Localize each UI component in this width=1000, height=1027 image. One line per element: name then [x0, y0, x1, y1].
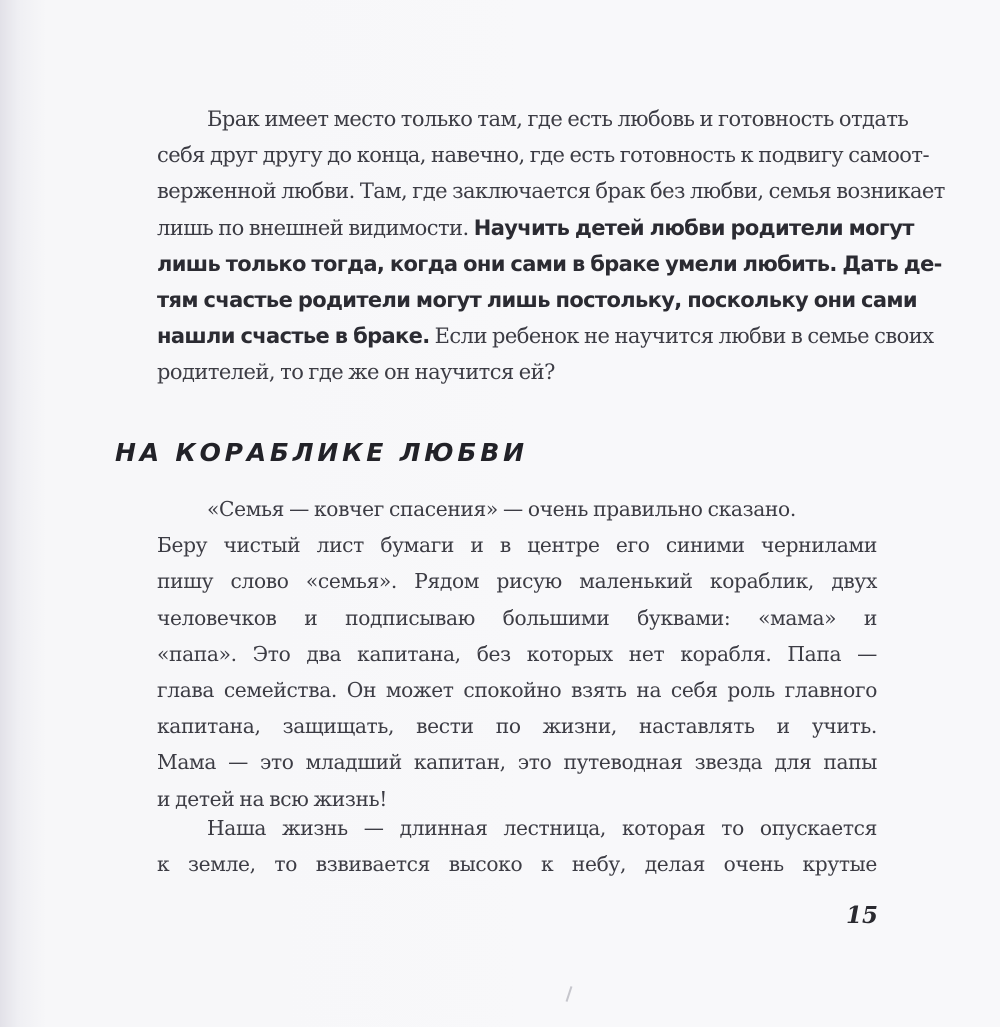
- bold-text-line: тям счастье родители могут лишь постольку, поскольку они сами: [157, 288, 917, 313]
- text-line: «Семья — ковчег спасения» — очень правильно сказано.: [207, 497, 796, 521]
- text-line: пишу слово «семья». Рядом рисую маленький кораблик, двух: [157, 569, 877, 594]
- text-line: себя друг другу до конца, навечно, где есть готовность к подвигу самоот-: [157, 143, 929, 168]
- bold-text-line: лишь только тогда, когда они сами в браке умели любить. Дать де-: [157, 251, 942, 276]
- text-line: Наша жизнь — длинная лестница, которая то опускается: [207, 816, 877, 840]
- text-line: [157, 318, 934, 354]
- text-line: родителей, то где же он научится ей?: [157, 360, 555, 385]
- paragraph-family-ship: [157, 491, 877, 817]
- paragraph-marriage: [157, 101, 945, 391]
- text-line: капитана, защищать, вести по жизни, наставлять и учить.: [157, 714, 877, 739]
- text-run: лишь по внешней видимости.: [157, 215, 474, 240]
- text-line: «папа». Это два капитана, без которых нет корабля. Папа —: [157, 641, 877, 666]
- bold-text-run: нашли счастье в браке.: [157, 324, 430, 349]
- section-heading: НА КОРАБЛИКЕ ЛЮБВИ: [115, 438, 528, 467]
- paper-mark: [566, 986, 573, 1002]
- text-line: человечков и подписываю большими буквами: «мама» и: [157, 605, 877, 630]
- text-line: Мама — это младший капитан, это путеводная звезда для папы: [157, 750, 877, 775]
- text-line: верженной любви. Там, где заключается брак без любви, семья возникает: [157, 179, 945, 204]
- text-line: Брак имеет место только там, где есть любовь и готовность отдать: [207, 107, 909, 131]
- paragraph-life-ladder: [157, 810, 877, 882]
- text-line: [157, 210, 914, 246]
- text-run: Если ребенок не научится любви в семье своих: [429, 324, 934, 349]
- page-number: 15: [846, 902, 879, 929]
- text-line: Беру чистый лист бумаги и в центре его синими чернилами: [157, 533, 877, 558]
- text-line: и детей на всю жизнь!: [157, 786, 388, 811]
- text-line: к земле, то взвивается высоко к небу, делая очень крутые: [157, 852, 877, 877]
- text-line: глава семейства. Он может спокойно взять на себя роль главного: [157, 678, 877, 703]
- bold-text-run: Научить детей любви родители могут: [473, 215, 914, 240]
